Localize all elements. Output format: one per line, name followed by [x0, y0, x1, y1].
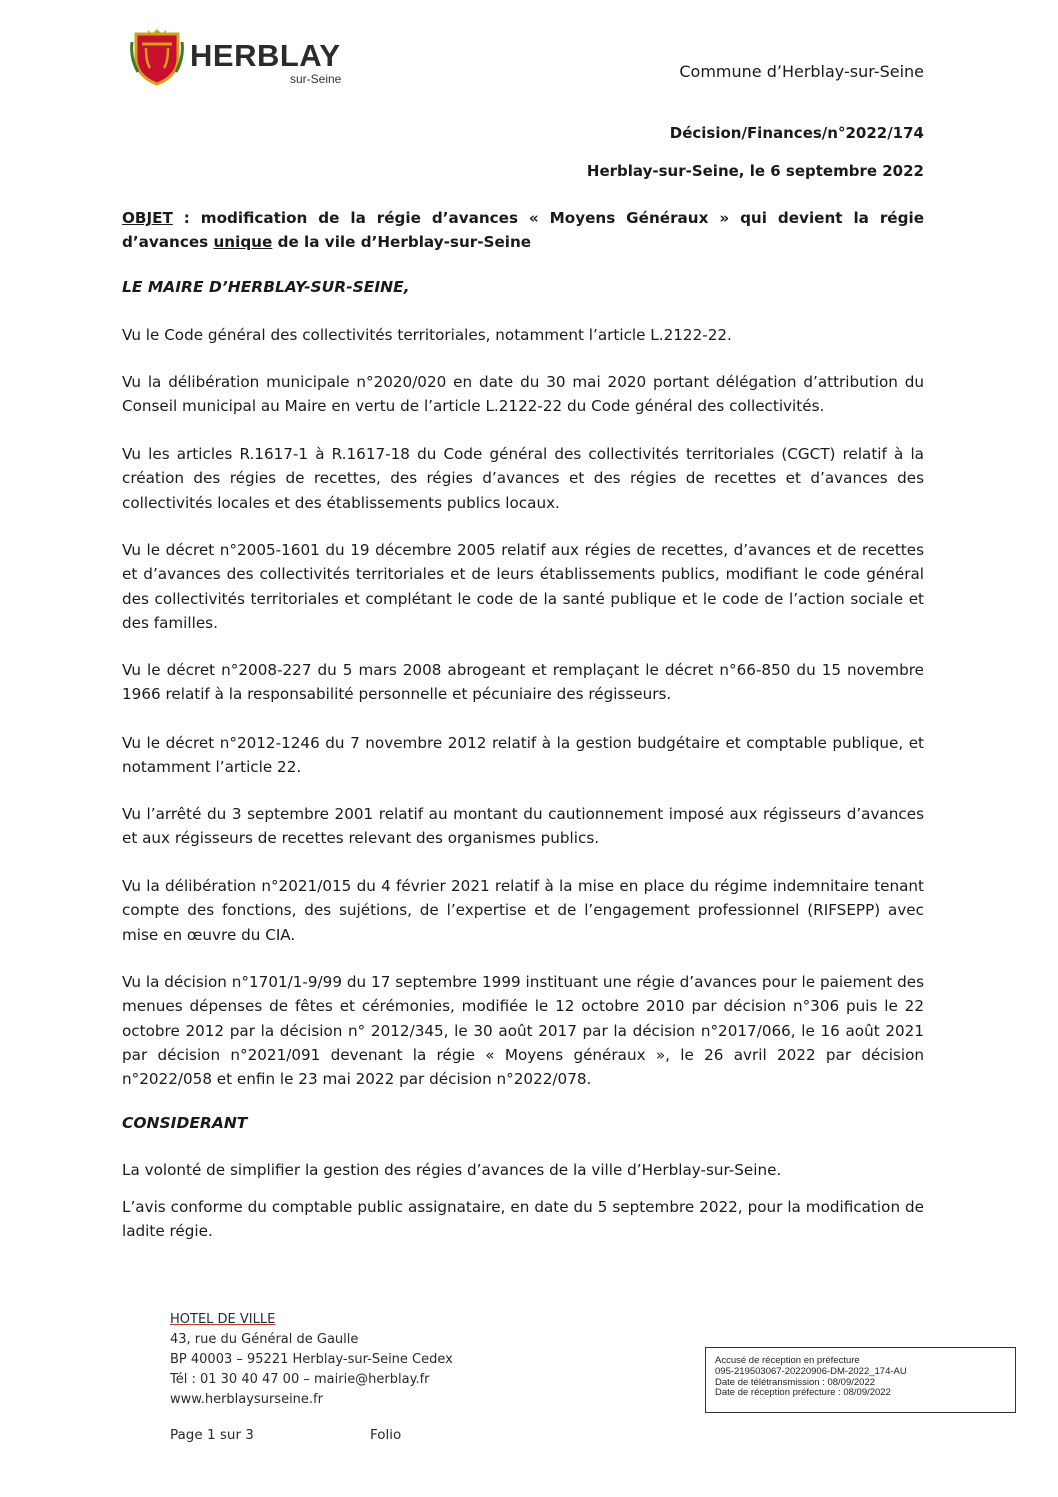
place-date: Herblay-sur-Seine, le 6 septembre 2022: [586, 162, 924, 180]
decision-reference: Décision/Finances/n°2022/174: [669, 124, 924, 142]
footer-website: www.herblaysurseine.fr: [170, 1392, 323, 1407]
objet-unique: unique: [213, 233, 273, 252]
vu-paragraph: Vu la délibération n°2021/015 du 4 février 2021 relatif à la mise en place du régime indemnitaire tenant compte des fonctions, des sujétions, de l’expertise et de l’engagement professionnel (RIFSEPP) avec mise en œuvre du CIA.: [122, 877, 924, 944]
page-number: Page 1 sur 3: [170, 1427, 254, 1443]
footer-hotel: HOTEL DE VILLE: [170, 1312, 276, 1327]
considerant-item: La volonté de simplifier la gestion des régies d’avances de la ville d’Herblay-sur-Seine.: [122, 1161, 782, 1179]
footer-bp: BP 40003 – 95221 Herblay-sur-Seine Cedex: [170, 1352, 453, 1367]
footer-address: [170, 1310, 453, 1410]
prefecture-receipt-stamp: [705, 1347, 1016, 1413]
stamp-line: 095-219503067-20220906-DM-2022_174-AU: [715, 1365, 907, 1377]
folio-label: Folio: [370, 1427, 402, 1443]
considerant-item: L’avis conforme du comptable public assignataire, en date du 5 septembre 2022, pour la modification de ladite régie.: [122, 1198, 924, 1241]
considerant-heading: CONSIDERANT: [122, 1114, 248, 1132]
coat-of-arms-icon: [130, 28, 184, 86]
herblay-logo: [130, 28, 360, 92]
stamp-line: Date de réception préfecture : 08/09/2022: [715, 1387, 891, 1399]
objet-text-a: : modification de la régie d’avances « Moyens Généraux » qui devient la régie d’avances: [122, 209, 924, 252]
objet-text-b: de la vile d’Herblay-sur-Seine: [272, 233, 532, 252]
stamp-line: Accusé de réception en préfecture: [715, 1355, 860, 1366]
vu-paragraph: Vu le décret n°2005-1601 du 19 décembre 2005 relatif aux régies de recettes, d’avances et de recettes et d’avances des collectivités territoriales et de leurs établissements publics, modifiant le code général des collectivités territoriales et complétant le code de la santé publique et le code de l’action sociale et des familles.: [122, 541, 924, 632]
logo-name: HERBLAY: [190, 38, 341, 73]
vu-paragraph: Vu le Code général des collectivités territoriales, notamment l’article L.2122-22.: [122, 326, 732, 344]
vu-paragraph: Vu le décret n°2012-1246 du 7 novembre 2012 relatif à la gestion budgétaire et comptable publique, et notamment l’article 22.: [122, 734, 924, 777]
vu-paragraph: Vu l’arrêté du 3 septembre 2001 relatif au montant du cautionnement imposé aux régisseurs d’avances et aux régisseurs de recettes relevant des organismes publics.: [122, 805, 924, 848]
footer-contact: Tél : 01 30 40 47 00 – mairie@herblay.fr: [170, 1372, 430, 1387]
commune-name: Commune d’Herblay-sur-Seine: [679, 62, 924, 81]
objet-paragraph: [122, 206, 924, 255]
logo-sub: sur-Seine: [290, 72, 342, 86]
maire-heading: LE MAIRE D’HERBLAY-SUR-SEINE,: [122, 278, 410, 296]
objet-label: OBJET: [122, 209, 173, 227]
vu-paragraph: Vu le décret n°2008-227 du 5 mars 2008 abrogeant et remplaçant le décret n°66-850 du 15 novembre 1966 relatif à la responsabilité personnelle et pécuniaire des régisseurs.: [122, 661, 924, 704]
vu-paragraph: Vu les articles R.1617-1 à R.1617-18 du Code général des collectivités territoriales (CGCT) relatif à la création des régies de recettes, des régies d’avances et des régies de recettes et d’avances des collectivités locales et des établissements publics locaux.: [122, 445, 924, 512]
vu-paragraph: Vu la décision n°1701/1-9/99 du 17 septembre 1999 instituant une régie d’avances pour le paiement des menues dépenses de fêtes et cérémonies, modifiée le 12 octobre 2010 par décision n°306 puis le 22 octobre 2012 par la décision n° 2012/345, le 30 août 2017 par la décision n°2017/066, le 16 août 2021 par décision n°2021/091 devenant la régie « Moyens généraux », le 26 avril 2022 par décision n°2022/058 et enfin le 23 mai 2022 par décision n°2022/078.: [122, 973, 924, 1089]
footer-street: 43, rue du Général de Gaulle: [170, 1332, 359, 1347]
stamp-line: Date de télétransmission : 08/09/2022: [715, 1376, 876, 1388]
vu-paragraph: Vu la délibération municipale n°2020/020 en date du 30 mai 2020 portant délégation d’attribution du Conseil municipal au Maire en vertu de l’article L.2122-22 du Code général des collectivités.: [122, 373, 924, 416]
